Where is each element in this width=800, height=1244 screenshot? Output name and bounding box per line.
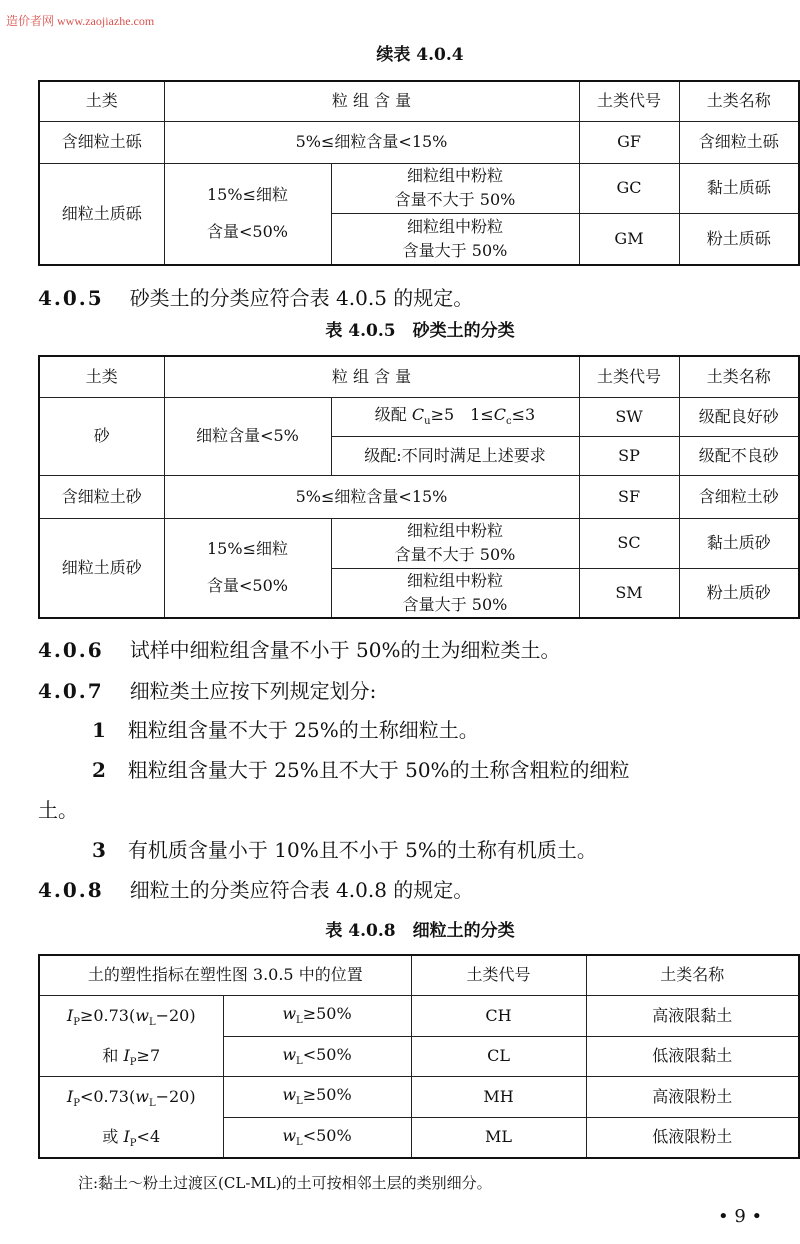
cell: 低液限粉土: [586, 1117, 799, 1158]
table-note: 注:黏土～粉土过渡区(CL-ML)的土可按相邻土层的类别细分。: [78, 1174, 492, 1192]
list-item: 1 粗粒组含量不大于 25%的土称细粒土。: [92, 718, 479, 742]
table-row: [39, 518, 799, 568]
header-cell: 土类名称: [679, 81, 799, 121]
clause-text: 砂类土的分类应符合表 4.0.5 的规定。: [129, 286, 474, 310]
cell: $w_L\ge 50\%$: [223, 995, 411, 1036]
header-cell: 土类代号: [411, 955, 586, 995]
cell: SW: [579, 397, 679, 436]
cell: GM: [579, 213, 679, 265]
page-number: • 9 •: [718, 1206, 763, 1227]
cell: [331, 163, 579, 213]
clause-4-0-8: 4.0.8 细粒土的分类应符合表 4.0.8 的规定。: [38, 878, 474, 902]
header-cell: 土类名称: [586, 955, 799, 995]
cell-line: 15%≤细粒: [207, 184, 288, 204]
cell: SM: [579, 568, 679, 618]
cell: 细粒含量<5%: [164, 397, 331, 475]
header-cell: 土类代号: [579, 81, 679, 121]
cell-line: 含量<50%: [207, 221, 288, 241]
cell: CH: [411, 995, 586, 1036]
cell: SP: [579, 436, 679, 475]
cell: GC: [579, 163, 679, 213]
table-405: [38, 355, 800, 619]
cell: $I_P\ge 0.73(w_L-20)$ 和 $I_P\ge 7$: [39, 995, 223, 1076]
list-item: 2 粗粒组含量大于 25%且不大于 50%的土称含粗粒的细粒: [92, 758, 630, 782]
list-item: 3 有机质含量小于 10%且不小于 5%的土称有机质土。: [92, 838, 597, 862]
cell-line: 细粒组中粉粒: [407, 216, 504, 236]
table-row: [39, 1076, 799, 1117]
table-404-title: 续表 4.0.4: [376, 45, 464, 65]
cell: $w_L<50\%$: [223, 1117, 411, 1158]
cell: 5%≤细粒含量<15%: [164, 475, 579, 518]
header-cell: 土类: [39, 356, 164, 397]
header-cell: 土类: [39, 81, 164, 121]
clause-4-0-6: 4.0.6 试样中细粒组含量不小于 50%的土为细粒类土。: [38, 638, 561, 662]
table-405-title: 表 4.0.5 砂类土的分类: [325, 321, 515, 341]
table-row: [39, 995, 799, 1036]
cell: [331, 213, 579, 265]
cell: 高液限黏土: [586, 995, 799, 1036]
cell: $I_P<0.73(w_L-20)$ 或 $I_P<4$: [39, 1076, 223, 1158]
header-cell: 粒 组 含 量: [164, 356, 579, 397]
cell: 级配:不同时满足上述要求: [331, 436, 579, 475]
cell: 5%≤细粒含量<15%: [164, 121, 579, 163]
header-cell: 土类代号: [579, 356, 679, 397]
cell: 低液限黏土: [586, 1036, 799, 1076]
header-cell: 土类名称: [679, 356, 799, 397]
cell: 含细粒土砂: [39, 475, 164, 518]
watermark: 造价者网 www.zaojiazhe.com: [6, 14, 155, 28]
list-item-continuation: 土。: [38, 798, 78, 822]
cell: 砂: [39, 397, 164, 475]
header-cell: 土的塑性指标在塑性图 3.0.5 中的位置: [39, 955, 411, 995]
cell: 细粒土质砾: [39, 163, 164, 265]
cell: 15%≤细粒 含量<50%: [164, 518, 331, 618]
cell: 含细粒土砾: [679, 121, 799, 163]
cell: GF: [579, 121, 679, 163]
table-row: [39, 163, 799, 213]
clause-4-0-7: 4.0.7 细粒类土应按下列规定划分:: [38, 679, 377, 703]
cell: 级配不良砂: [679, 436, 799, 475]
cell: 细粒组中粉粒 含量不大于 50%: [331, 518, 579, 568]
cell: 含细粒土砾: [39, 121, 164, 163]
header-cell: 粒 组 含 量: [164, 81, 579, 121]
cell: 级配 $C_u\ge 5$ $1\le C_c\le 3$: [331, 397, 579, 436]
clause-4-0-5: [38, 282, 473, 311]
cell: [164, 163, 331, 265]
cell: $w_L<50\%$: [223, 1036, 411, 1076]
cell-line: 含量不大于 50%: [394, 190, 516, 209]
cell: 粉土质砾: [679, 213, 799, 265]
cell: 粉土质砂: [679, 568, 799, 618]
table-404: [38, 80, 800, 266]
cell: 细粒组中粉粒 含量大于 50%: [331, 568, 579, 618]
cell: SF: [579, 475, 679, 518]
cell: CL: [411, 1036, 586, 1076]
table-row: [39, 397, 799, 436]
cell: 细粒土质砂: [39, 518, 164, 618]
cell: 级配良好砂: [679, 397, 799, 436]
cell: 含细粒土砂: [679, 475, 799, 518]
cell: 黏土质砾: [679, 163, 799, 213]
cell: 黏土质砂: [679, 518, 799, 568]
table-row: [39, 475, 799, 518]
cell: $w_L\ge 50\%$: [223, 1076, 411, 1117]
table-408: [38, 954, 800, 1159]
cell-line: 含量大于 50%: [402, 240, 508, 260]
cell: SC: [579, 518, 679, 568]
table-row: [39, 121, 799, 163]
cell: ML: [411, 1117, 586, 1158]
cell: 高液限粉土: [586, 1076, 799, 1117]
cell-line: 细粒组中粉粒: [407, 166, 504, 185]
table-408-title: 表 4.0.8 细粒土的分类: [325, 921, 515, 941]
cell: MH: [411, 1076, 586, 1117]
clause-number: 4.0.5: [38, 286, 104, 310]
